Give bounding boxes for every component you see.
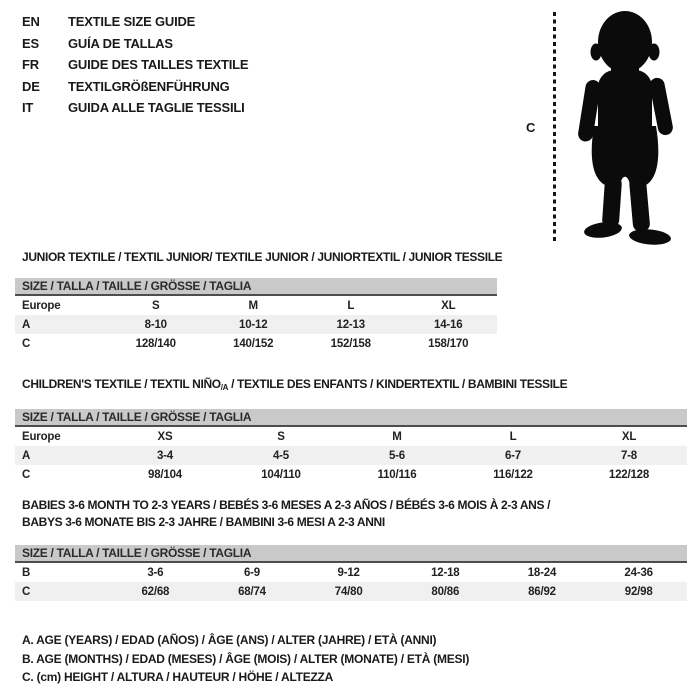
size-cell: 152/158 (330, 337, 371, 350)
lang-label: GUIDA ALLE TAGLIE TESSILI (68, 100, 245, 116)
size-cell: L (509, 430, 517, 443)
lang-label: GUIDE DES TAILLES TEXTILE (68, 57, 249, 73)
baby-silhouette-icon (564, 6, 696, 246)
lang-row-en (22, 11, 248, 33)
size-cell: XL (441, 299, 456, 312)
size-cell: 24-36 (624, 566, 653, 579)
legend (22, 631, 469, 687)
size-cell: 140/152 (233, 337, 274, 350)
table-row-europe (15, 427, 687, 446)
title-subscript: /A (220, 383, 229, 392)
size-cell: 110/116 (377, 468, 417, 481)
row-label: Europe (22, 299, 61, 312)
lang-label: GUÍA DE TALLAS (68, 35, 173, 51)
table-row-age (15, 315, 497, 334)
size-cell: 116/122 (493, 468, 533, 481)
size-cell: 10-12 (205, 315, 303, 334)
junior-size-table (15, 296, 497, 353)
size-cell: 14-16 (400, 315, 498, 334)
title-text: CHILDREN'S TEXTILE / TEXTIL NIÑO (22, 377, 221, 391)
size-cell: 128/140 (135, 337, 176, 350)
babies-title-line-1: BABIES 3-6 MONTH TO 2-3 YEARS / BEBÉS 3-6 MESES A 2-3 AÑOS / BÉBÉS 3-6 MOIS À 2-3 ANS / (22, 498, 551, 512)
lang-code: EN (22, 14, 40, 29)
lang-label: TEXTILE SIZE GUIDE (68, 14, 196, 29)
table-row-age (15, 446, 687, 465)
table-row-europe (15, 296, 497, 315)
babies-size-header-bar: SIZE / TALLA / TAILLE / GRÖSSE / TAGLIA (15, 545, 687, 563)
language-list (22, 11, 248, 119)
size-cell: 3-4 (107, 446, 223, 465)
size-cell: 158/170 (428, 337, 469, 350)
size-cell: S (152, 299, 160, 312)
table-row-height (15, 334, 497, 353)
size-cell: 7-8 (571, 446, 687, 465)
size-cell: 68/74 (204, 582, 301, 601)
size-cell: 12-13 (302, 315, 400, 334)
size-cell: S (277, 430, 285, 443)
size-cell: 6-7 (455, 446, 571, 465)
junior-section-title: JUNIOR TEXTILE / TEXTIL JUNIOR/ TEXTILE JUNIOR / JUNIORTEXTIL / JUNIOR TESSILE (22, 250, 503, 264)
row-label: A (15, 315, 107, 334)
lang-code: DE (22, 78, 40, 94)
size-cell: 86/92 (494, 582, 591, 601)
height-marker-label: C (526, 120, 536, 135)
height-dotted-line (553, 12, 556, 244)
size-cell: M (392, 430, 402, 443)
size-cell: 92/98 (590, 582, 687, 601)
lang-code: IT (22, 100, 34, 116)
title-text: / TEXTILE DES ENFANTS / KINDERTEXTIL / BAMBINI TESSILE (228, 377, 568, 391)
lang-row-de (22, 76, 248, 98)
junior-textile-section (15, 250, 503, 353)
row-label: C (22, 468, 31, 481)
childrens-textile-section (15, 377, 687, 484)
row-label: C (22, 337, 31, 350)
size-cell: 8-10 (107, 315, 205, 334)
size-cell: L (347, 299, 355, 312)
height-figure (518, 6, 700, 248)
size-cell: 18-24 (527, 566, 557, 579)
size-cell: 98/104 (148, 468, 182, 481)
size-cell: 12-18 (431, 566, 460, 579)
table-row-height (15, 465, 687, 484)
babies-section-title (15, 497, 687, 531)
lang-row-it (22, 97, 248, 119)
table-row-height (15, 582, 687, 601)
size-cell: 74/80 (300, 582, 397, 601)
size-cell: 4-5 (223, 446, 339, 465)
size-cell: 3-6 (147, 566, 164, 579)
size-cell: 6-9 (243, 566, 260, 579)
size-cell: 5-6 (339, 446, 455, 465)
size-cell: M (248, 299, 258, 312)
legend-line-b: B. AGE (MONTHS) / EDAD (MESES) / ÂGE (MOIS) / ALTER (MONATE) / ETÀ (MESI) (22, 651, 470, 666)
legend-line-c: C. (cm) HEIGHT / ALTURA / HAUTEUR / HÖHE / ALTEZZA (22, 670, 334, 685)
size-cell: 104/110 (261, 468, 301, 481)
lang-code: FR (22, 57, 39, 73)
size-cell: 80/86 (397, 582, 494, 601)
size-cell: 62/68 (107, 582, 204, 601)
row-label: C (15, 582, 107, 601)
childrens-section-title (15, 377, 687, 395)
row-label: Europe (22, 430, 61, 443)
lang-row-es (22, 33, 248, 55)
childrens-size-header-bar: SIZE / TALLA / TAILLE / GRÖSSE / TAGLIA (15, 409, 687, 427)
row-label: A (15, 446, 107, 465)
babies-title-line-2: BABYS 3-6 MONATE BIS 2-3 JAHRE / BAMBINI 3-6 MESI A 2-3 ANNI (22, 515, 385, 529)
lang-label: TEXTILGRÖßENFÜHRUNG (68, 78, 230, 94)
table-row-age-months (15, 563, 687, 582)
lang-row-fr (22, 54, 248, 76)
junior-size-header-bar: SIZE / TALLA / TAILLE / GRÖSSE / TAGLIA (15, 278, 497, 296)
babies-size-table (15, 563, 687, 601)
babies-textile-section (15, 497, 687, 601)
childrens-size-table (15, 427, 687, 484)
row-label: B (22, 566, 31, 579)
size-cell: 122/128 (608, 468, 650, 481)
lang-code: ES (22, 35, 39, 51)
legend-line-a: A. AGE (YEARS) / EDAD (AÑOS) / ÂGE (ANS) / ALTER (JAHRE) / ETÀ (ANNI) (22, 633, 437, 647)
size-cell: 9-12 (337, 566, 360, 579)
size-cell: XS (157, 430, 173, 443)
size-cell: XL (621, 430, 637, 443)
